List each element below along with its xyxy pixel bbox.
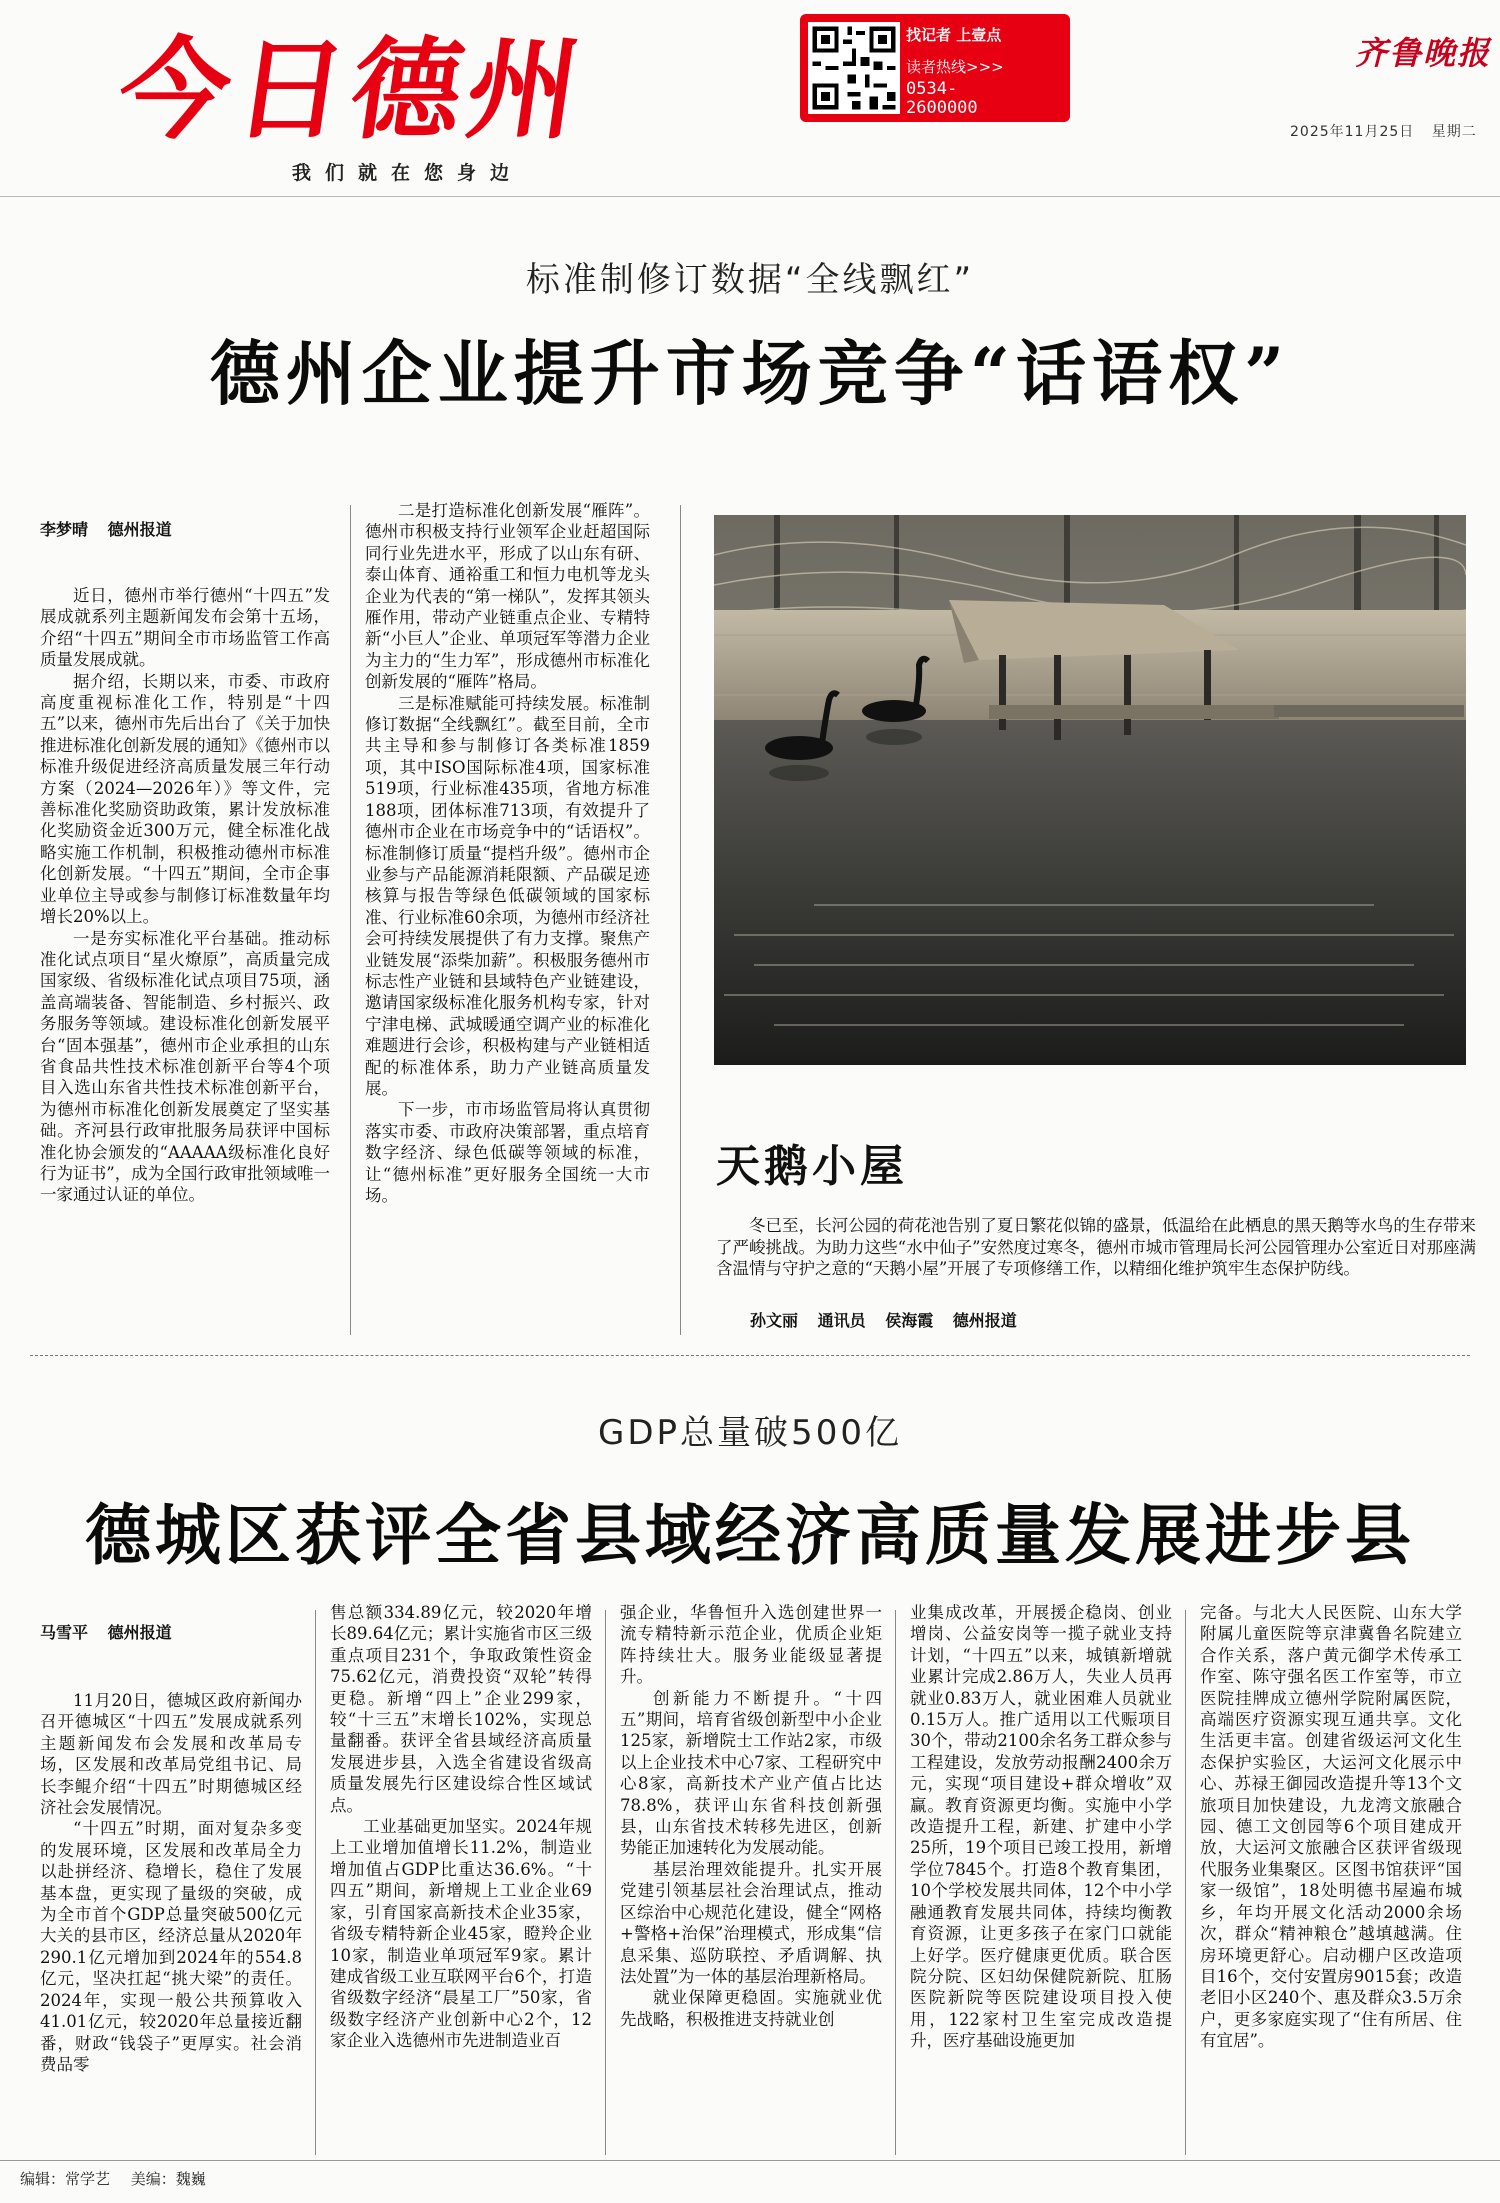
story1-author: 李梦晴: [40, 520, 89, 539]
masthead-slogan: 我们就在您身边: [292, 162, 524, 184]
story2-kicker: GDP总量破500亿: [598, 1413, 902, 1453]
story2-author: 马雪平: [40, 1623, 89, 1642]
story1-byline: [40, 517, 186, 540]
paragraph: 工业基础更加坚实。2024年规上工业增加值增长11.2%，制造业增加值占GDP比重达36.6%。“十四五”期间，新增规上工业企业69家，引育国家高新技术企业35家，省级专精特新企业45家，瞪羚企业10家，制造业单项冠军9家。累计建成省级工业互联网平台6个，打造省级数字经济“晨星工厂”50家，省级数字经济产业创新中心2个，12家企业入选德州市先进制造业百: [330, 1817, 592, 2051]
story1-column-1: [40, 585, 330, 1206]
story1-outlet: 德州报道: [107, 520, 172, 539]
story2-outlet: 德州报道: [107, 1623, 172, 1642]
story1-kicker: 标准制修订数据“全线飘红”: [525, 260, 975, 300]
story2-headline: 德城区获评全省县域经济高质量发展进步县: [85, 1496, 1415, 1574]
swan-house-photo: [714, 515, 1466, 1065]
credit-item: 侯海霞: [885, 1311, 934, 1330]
paper-name-logo: 齐鲁晚报: [1355, 34, 1492, 72]
hotline-label: 读者热线>>>: [906, 58, 1004, 76]
issue-date: 2025年11月25日: [1290, 124, 1415, 140]
qr-code-icon[interactable]: [808, 22, 900, 114]
hotline-box[interactable]: [800, 14, 1070, 122]
paragraph: 基层治理效能提升。扎实开展党建引领基层社会治理试点，推动区综治中心规范化建设，健全“网格+警格+治保”治理模式，形成集“信息采集、巡防联控、矛盾调解、执法处置”为一体的基层治理新格局。: [620, 1859, 882, 1986]
photo-story-text: 冬已至，长河公园的荷花池告别了夏日繁花似锦的盛景，低温给在此栖息的黑天鹅等水鸟的生存带来了严峻挑战。为助力这些“水中仙子”安然度过寒冬，德州市城市管理局长河公园管理办公室近日对那座满含温情与守护之意的“天鹅小屋”开展了专项修缮工作，以精细化维护筑牢生态保护防线。: [716, 1216, 1476, 1278]
story2-column-1: [40, 1690, 302, 2075]
credit-item: 孙文丽: [750, 1311, 799, 1330]
issue-weekday: 星期二: [1431, 124, 1477, 140]
column-divider: [350, 505, 351, 1335]
footer-editor: 编辑：常学艺: [20, 2170, 111, 2188]
photo-story-credit: [750, 1308, 1031, 1331]
hotline-tagline: 找记者 上壹点: [906, 26, 1002, 44]
credit-item: 通讯员: [817, 1311, 866, 1330]
paragraph: 三是标准赋能可持续发展。标准制修订数据“全线飘红”。截至目前，全市共主导和参与制修订各类标准1859项，其中ISO国际标准4项，国家标准519项，行业标准435项，省地方标准188项，团体标准713项，有效提升了德州市企业在市场竞争中的“话语权”。标准制修订质量“提档升级”。德州市企业参与产品能源消耗限额、产品碳足迹核算与报告等绿色低碳领域的国家标准、行业标准60余项，为德州市经济社会可持续发展提供了有力支撑。聚焦产业链发展“添柴加薪”。积极服务德州市标志性产业链和县域特色产业链建设，邀请国家级标准化服务机构专家，针对宁津电梯、武城暖通空调产业的标准化难题进行会诊，积极构建与产业链相适配的标准体系，助力产业链高质量发展。: [365, 693, 650, 1098]
paragraph: “十四五”时期，面对复杂多变的发展环境，区发展和改革局全力以赴拼经济、稳增长，稳住了发展基本盘，更实现了量级的突破，成为全市首个GDP总量突破500亿元大关的县市区，经济总量从2020年290.1亿元增加到2024年的554.8亿元，坚决扛起“挑大梁”的责任。2024年，实现一般公共预算收入41.01亿元，较2020年总量接近翻番，财政“钱袋子”更厚实。社会消费品零: [40, 1819, 302, 2074]
photo-story-title: 天鹅小屋: [716, 1141, 908, 1192]
story2-column-3: [620, 1602, 882, 2030]
issue-date-line: [1290, 121, 1477, 141]
footer-divider: [0, 2160, 1500, 2161]
footer-credits: [20, 2168, 222, 2189]
footer-designer: 美编：魏巍: [130, 2170, 206, 2188]
column-divider: [1185, 1610, 1186, 2155]
section-divider: [30, 1355, 1470, 1356]
paragraph: 就业保障更稳固。实施就业优先战略，积极推进支持就业创: [620, 1988, 882, 2029]
paragraph: 一是夯实标准化平台基础。推动标准化试点项目“星火燎原”，高质量完成国家级、省级标准化试点项目75项，涵盖高端装备、智能制造、乡村振兴、政务服务等领域。建设标准化创新发展平台“固本强基”，德州市企业承担的山东省食品共性技术标准创新平台等4个项目入选山东省共性技术标准创新平台，为德州市标准化创新发展奠定了坚实基础。齐河县行政审批服务局获评中国标准化协会颁发的“AAAAA级标准化良好行为证书”，成为全国行政审批领域唯一一家通过认证的单位。: [40, 928, 330, 1205]
column-divider: [605, 1610, 606, 2155]
column-divider: [315, 1610, 316, 2155]
paragraph: 据介绍，长期以来，市委、市政府高度重视标准化工作，特别是“十四五”以来，德州市先后出台了《关于加快推进标准化创新发展的通知》《德州市以标准升级促进经济高质量发展三年行动方案（2024—2026年）》等文件，完善标准化奖励资助政策，累计发放标准化奖励资金近300万元，健全标准化战略实施工作机制，积极推动德州市标准化创新发展。“十四五”期间，全市企事业单位主导或参与制修订标准数量年均增长20%以上。: [40, 671, 330, 927]
paragraph: 近日，德州市举行德州“十四五”发展成就系列主题新闻发布会第十五场，介绍“十四五”期间全市市场监管工作高质量发展成就。: [40, 586, 330, 670]
story2-column-2: [330, 1602, 592, 2052]
masthead-title: 今日德州: [111, 26, 593, 154]
credit-item: 德州报道: [952, 1311, 1017, 1330]
story1-headline: 德州企业提升市场竞争“话语权”: [209, 332, 1291, 415]
masthead-divider: [0, 196, 1500, 197]
paragraph: 下一步，市市场监管局将认真贯彻落实市委、市政府决策部署，重点培育数字经济、绿色低碳等领域的标准，让“德州标准”更好服务全国统一大市场。: [365, 1100, 650, 1205]
story2-column-4: [910, 1602, 1172, 2052]
column-divider: [680, 505, 681, 1335]
paragraph: 业集成改革，开展援企稳岗、创业增岗、公益安岗等一揽子就业支持计划，“十四五”以来，城镇新增就业累计完成2.86万人，失业人员再就业0.83万人，就业困难人员就业0.15万人。推广适用以工代赈项目30个，带动2100余名务工群众参与工程建设，发放劳动报酬2400余万元，实现“项目建设+群众增收”双赢。教育资源更均衡。实施中小学改造提升工程，新建、扩建中小学25所，19个项目已竣工投用，新增学位7845个。打造8个教育集团，10个学校发展共同体，12个中小学融通教育发展共同体，持续均衡教育资源，让更多孩子在家门口就能上好学。医疗健康更优质。联合医院分院、区妇幼保健院新院、肛肠医院新院等医院建设项目投入使用，122家村卫生室完成改造提升，医疗基础设施更加: [910, 1603, 1172, 2051]
story1-column-2: [365, 500, 650, 1206]
column-divider: [895, 1610, 896, 2155]
paragraph: 强企业，华鲁恒升入选创建世界一流专精特新示范企业，优质企业矩阵持续壮大。服务业能级显著提升。: [620, 1603, 882, 1687]
story2-column-5: [1200, 1602, 1462, 2052]
paragraph: 创新能力不断提升。“十四五”期间，培育省级创新型中小企业125家，新增院士工作站2家，市级以上企业技术中心7家、工程研究中心8家，高新技术产业产值占比达78.8%，获评山东省科技创新强县，山东省技术转移先进区，创新势能正加速转化为发展动能。: [620, 1688, 882, 1858]
paragraph: 11月20日，德城区政府新闻办召开德城区“十四五”发展成就系列主题新闻发布会发展和改革局专场，区发展和改革局党组书记、局长李鲲介绍“十四五”时期德城区经济社会发展情况。: [40, 1691, 302, 1818]
story2-byline: [40, 1620, 186, 1643]
paragraph: 二是打造标准化创新发展“雁阵”。德州市积极支持行业领军企业赶超国际同行业先进水平，形成了以山东有研、泰山体育、通裕重工和恒力电机等龙头企业为代表的“第一梯队”，发挥其领头雁作用，带动产业链重点企业、专精特新“小巨人”企业、单项冠军等潜力企业为主力的“生力军”，形成德州市标准化创新发展的“雁阵”格局。: [365, 501, 650, 692]
hotline-number: 0534-2600000: [906, 79, 978, 118]
paragraph: 完备。与北大人民医院、山东大学附属儿童医院等京津冀鲁名院建立合作关系，落户黄元御学术传承工作室、陈守强名医工作室等，市立医院挂牌成立德州学院附属医院，高端医疗资源实现互通共享。文化生活更丰富。创建省级运河文化生态保护实验区，大运河文化展示中心、苏禄王御园改造提升等13个文旅项目加快建设，九龙湾文旅融合园、德工文创园等6个项目建成开放，大运河文旅融合区获评省级现代服务业集聚区。区图书馆获评“国家一级馆”，18处明德书屋遍布城乡，年均开展文化活动2000余场次，群众“精神粮仓”越填越满。住房环境更舒心。启动棚户区改造项目16个，交付安置房9015套；改造老旧小区240个、惠及群众3.5万余户，更多家庭实现了“住有所居、住有宜居”。: [1200, 1603, 1462, 2051]
paragraph: 售总额334.89亿元，较2020年增长89.64亿元；累计实施省市区三级重点项目231个，争取政策性资金75.62亿元，消费投资“双轮”转得更稳。新增“四上”企业299家，较“十三五”末增长102%，实现总量翻番。获评全省县域经济高质量发展进步县，入选全省建设省级高质量发展先行区建设综合性区域试点。: [330, 1603, 592, 1815]
